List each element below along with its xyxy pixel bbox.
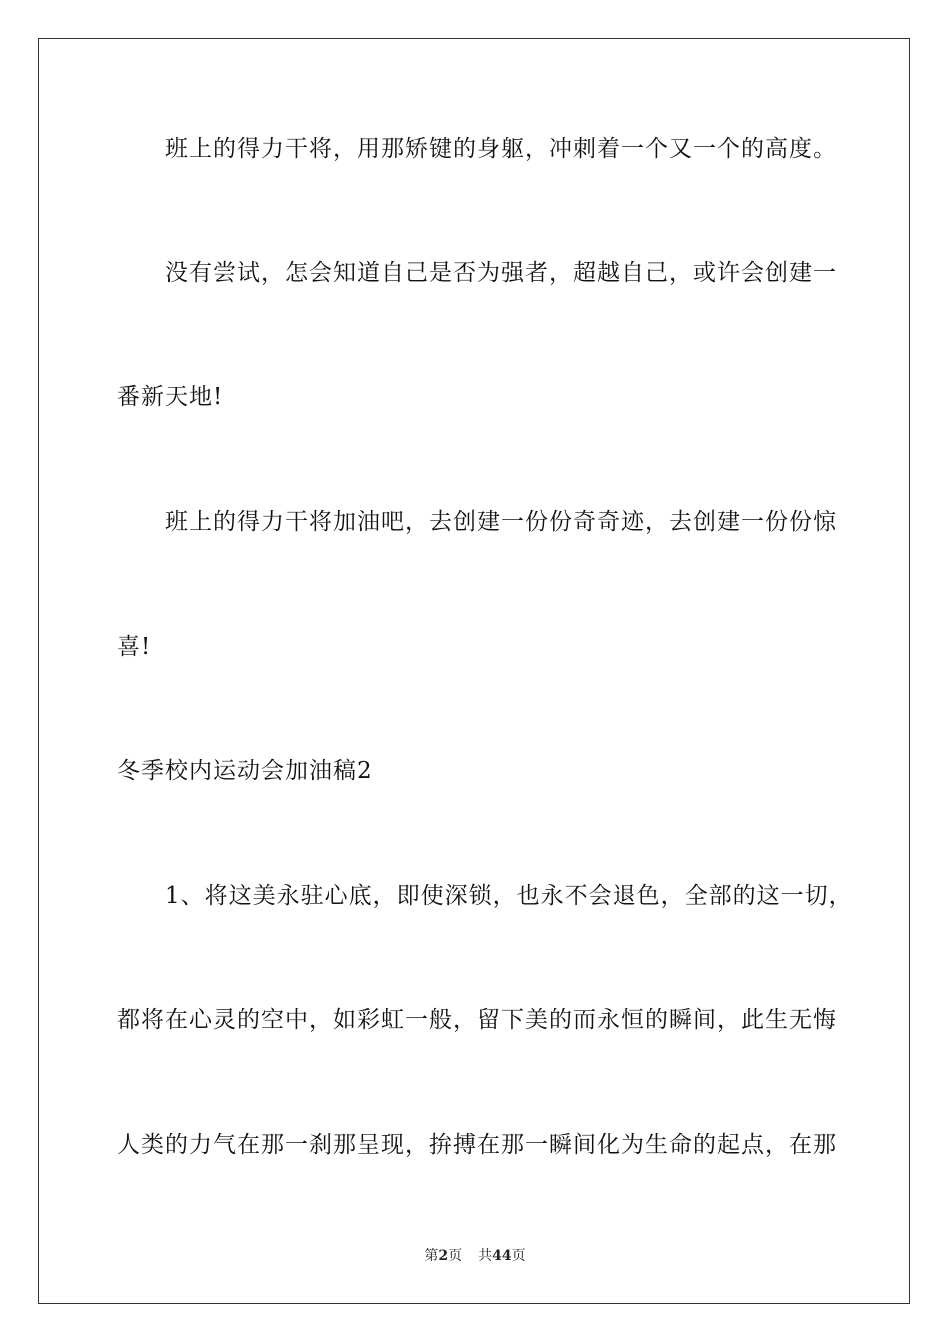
paragraph-line-2: 没有尝试，怎会知道自己是否为强者，超越自己，或许会创建一 [165,260,837,286]
paragraph-line-6: 1、将这美永驻心底，即使深锁，也永不会退色，全部的这一切， [165,883,853,909]
paragraph-line-5: 喜! [117,634,152,660]
paragraph-line-8: 人类的力气在那一刹那呈现，拚搏在那一瞬间化为生命的起点，在那 [117,1132,837,1158]
page-frame [38,38,910,1304]
paragraph-line-4: 班上的得力干将加油吧，去创建一份份奇奇迹，去创建一份份惊 [165,509,837,535]
footer-page-number: 2 [438,1248,449,1264]
footer-page-suffix: 页 [448,1248,463,1264]
paragraph-line-7: 都将在心灵的空中，如彩虹一般，留下美的而永恒的瞬间，此生无悔 [117,1007,837,1033]
paragraph-line-1: 班上的得力干将，用那矫键的身躯，冲刺着一个又一个的高度。 [165,136,837,162]
footer-total-suffix: 页 [511,1248,526,1264]
page-footer [0,1246,950,1266]
section-heading: 冬季校内运动会加油稿2 [117,758,373,784]
footer-page-prefix: 第 [424,1248,439,1264]
footer-total-pages: 44 [492,1248,512,1264]
footer-total-prefix: 共 [478,1248,493,1264]
paragraph-line-3: 番新天地! [117,384,224,410]
